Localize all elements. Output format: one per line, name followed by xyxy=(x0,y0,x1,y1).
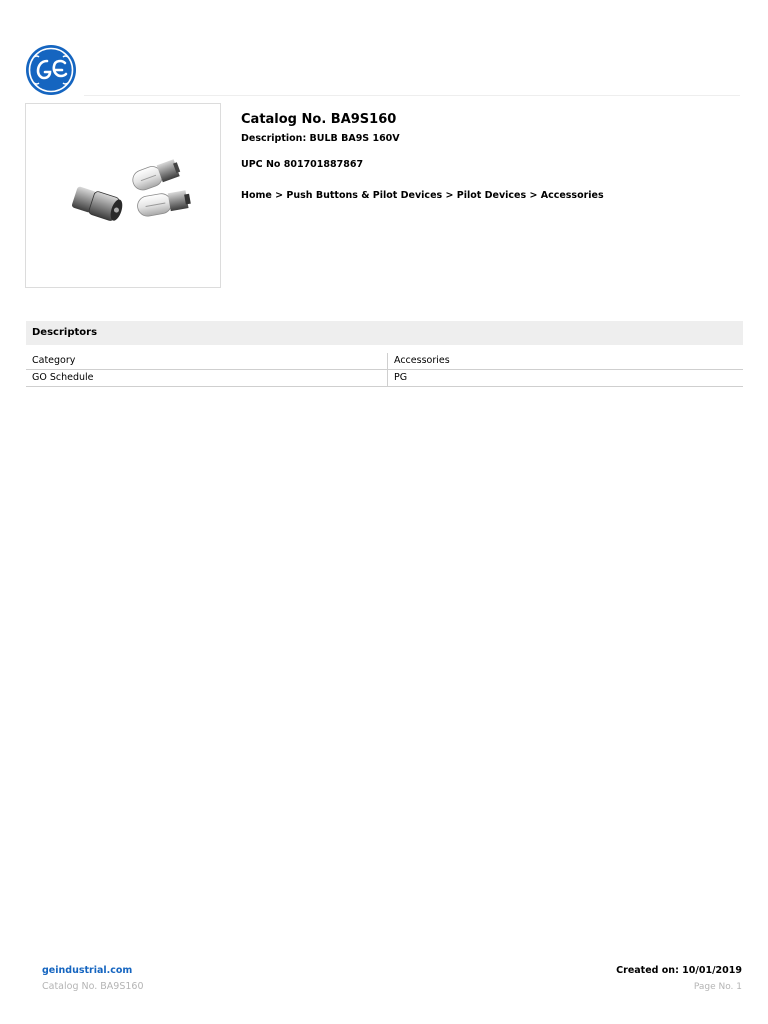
product-info xyxy=(241,112,741,202)
pilot-light-bulbs-image xyxy=(26,104,220,287)
breadcrumb xyxy=(241,190,741,202)
ge-logo-icon xyxy=(25,44,77,96)
descriptor-value: Accessories xyxy=(388,353,744,370)
breadcrumb-push-buttons[interactable]: Push Buttons & Pilot Devices xyxy=(286,190,443,201)
breadcrumb-separator: > xyxy=(275,190,284,201)
site-link[interactable]: geindustrial.com xyxy=(42,965,133,976)
table-row xyxy=(26,370,743,387)
breadcrumb-separator: > xyxy=(445,190,454,201)
table-row xyxy=(26,353,743,370)
descriptor-value: PG xyxy=(388,370,744,387)
descriptor-key: Category xyxy=(26,353,388,370)
footer-right xyxy=(616,965,742,993)
upc-number: UPC No 801701887867 xyxy=(241,159,364,170)
descriptor-key: GO Schedule xyxy=(26,370,388,387)
catalog-title: Catalog No. BA9S160 xyxy=(241,112,397,127)
breadcrumb-accessories[interactable]: Accessories xyxy=(540,190,604,201)
product-image-frame xyxy=(25,103,221,288)
breadcrumb-separator: > xyxy=(529,190,538,201)
page-number: Page No. 1 xyxy=(693,982,742,992)
footer-left xyxy=(42,965,144,993)
descriptors-table xyxy=(26,353,743,387)
breadcrumb-home[interactable]: Home xyxy=(241,190,272,201)
descriptors-heading: Descriptors xyxy=(26,321,743,345)
header-divider xyxy=(84,95,740,96)
created-date: Created on: 10/01/2019 xyxy=(616,965,742,976)
breadcrumb-pilot-devices[interactable]: Pilot Devices xyxy=(456,190,527,201)
product-description: Description: BULB BA9S 160V xyxy=(241,133,400,144)
footer-catalog: Catalog No. BA9S160 xyxy=(42,981,144,992)
